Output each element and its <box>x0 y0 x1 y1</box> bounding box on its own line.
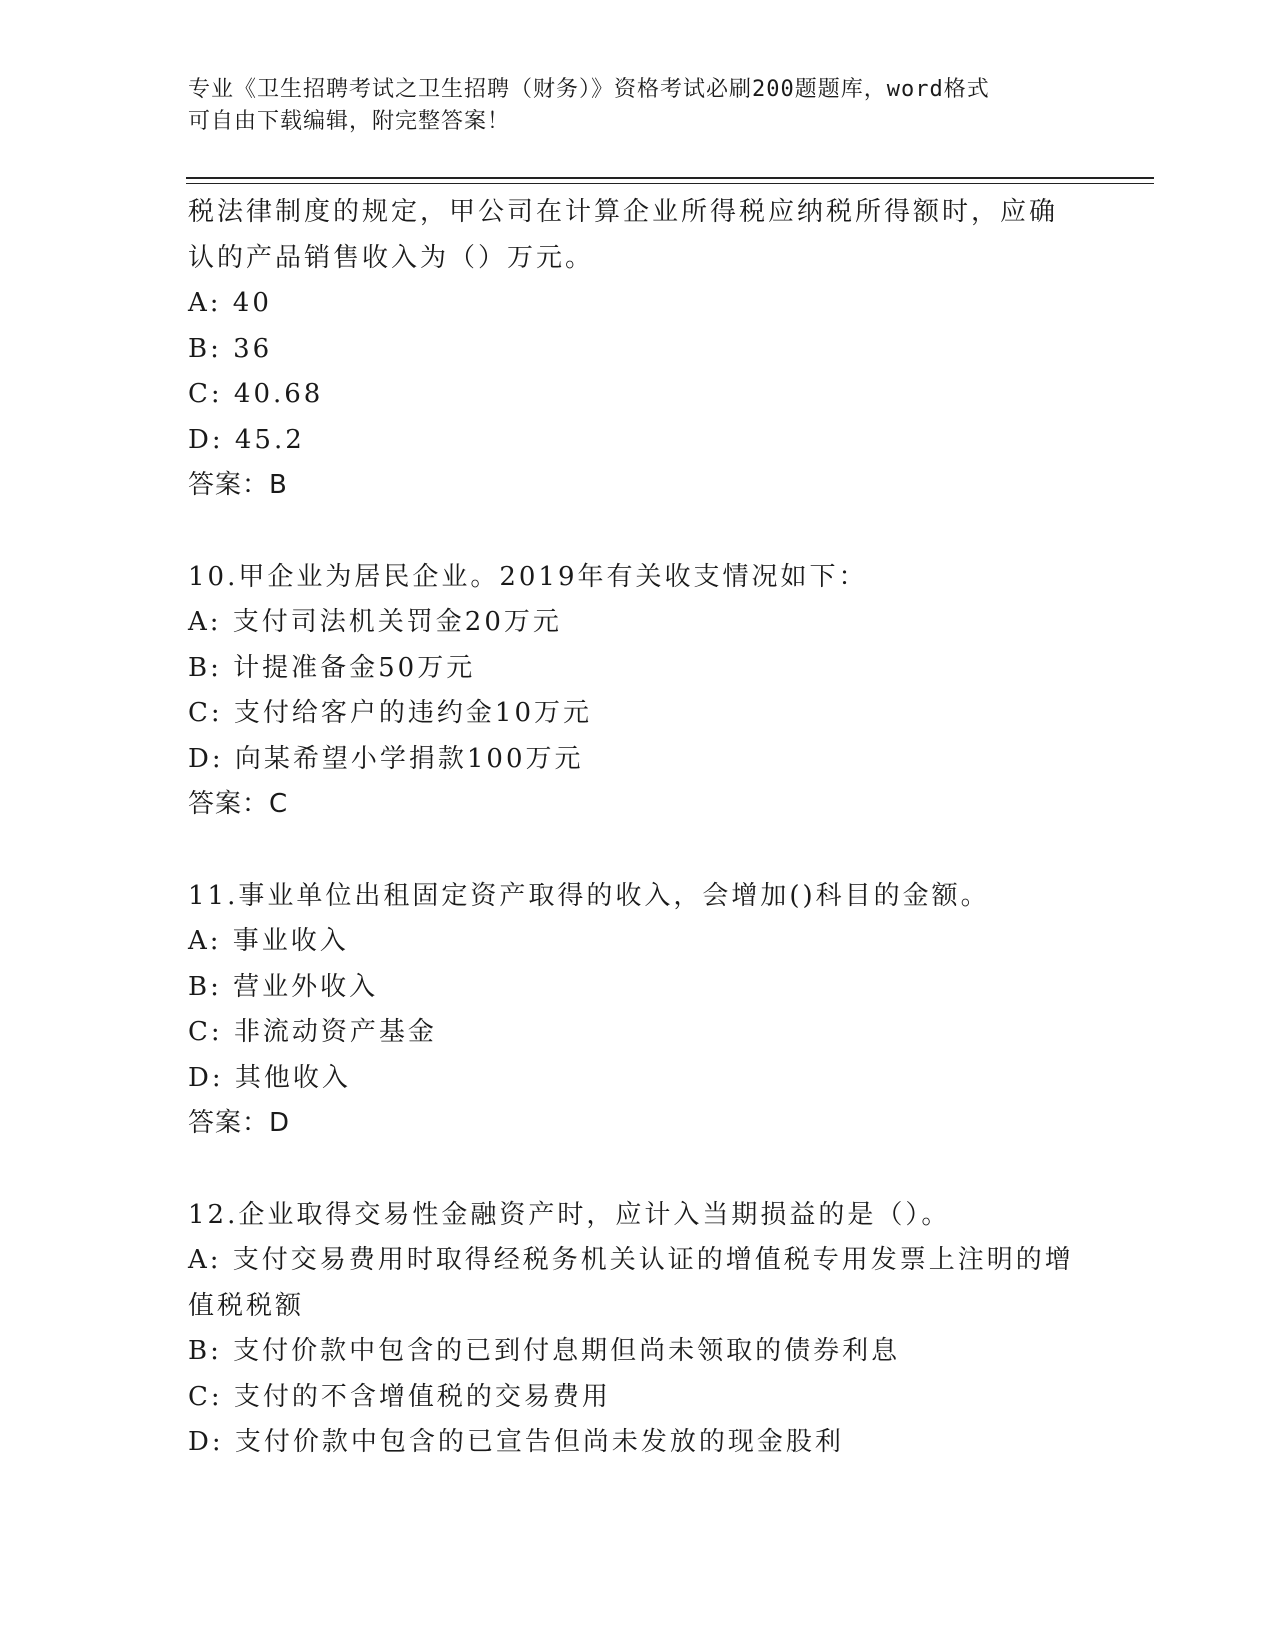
option-d: D: 向某希望小学捐款100万元 <box>188 743 584 774</box>
header-title-line-1: 专业《卫生招聘考试之卫生招聘（财务）》资格考试必刷200题题库，word格式 <box>188 77 990 102</box>
option-a: A: 支付交易费用时取得经税务机关认证的增值税专用发票上注明的增 <box>188 1245 1074 1275</box>
question-list <box>188 190 1108 1466</box>
answer-label: 答案：C <box>188 789 289 819</box>
question-stem: 12.企业取得交易性金融资产时，应计入当期损益的是（）。 <box>188 1199 951 1230</box>
question-11 <box>188 874 1108 1147</box>
question-stem-line: 税法律制度的规定，甲公司在计算企业所得税应纳税所得额时，应确 <box>188 197 1059 227</box>
option-b: B: 36 <box>188 333 273 364</box>
option-a: A: 支付司法机关罚金20万元 <box>188 607 562 637</box>
question-stem: 10.甲企业为居民企业。2019年有关收支情况如下： <box>188 561 868 592</box>
option-d: D: 支付价款中包含的已宣告但尚未发放的现金股利 <box>188 1427 844 1457</box>
header-title-line-2: 可自由下载编辑，附完整答案！ <box>188 109 511 134</box>
answer-label: 答案：B <box>188 470 288 500</box>
option-a: A: 事业收入 <box>188 926 349 956</box>
option-c: C: 支付的不含增值税的交易费用 <box>188 1381 611 1412</box>
option-b: B: 计提准备金50万元 <box>188 652 476 683</box>
option-b: B: 营业外收入 <box>188 971 379 1002</box>
question-9 <box>188 190 1108 509</box>
header-divider-thin <box>186 183 1154 184</box>
question-spacer <box>188 1147 1108 1193</box>
option-c: C: 40.68 <box>188 379 324 409</box>
option-c: C: 非流动资产基金 <box>188 1017 437 1047</box>
option-c: C: 支付给客户的违约金10万元 <box>188 698 593 728</box>
answer-label: 答案：D <box>188 1108 291 1138</box>
option-a-continued: 值税税额 <box>188 1290 305 1321</box>
question-10 <box>188 555 1108 828</box>
option-d: D: 其他收入 <box>188 1062 351 1093</box>
question-spacer <box>188 509 1108 555</box>
option-a: A: 40 <box>188 288 272 318</box>
document-header <box>188 74 1068 138</box>
question-12 <box>188 1193 1108 1466</box>
question-spacer <box>188 828 1108 874</box>
option-b: B: 支付价款中包含的已到付息期但尚未领取的债券利息 <box>188 1336 901 1366</box>
option-d: D: 45.2 <box>188 424 305 455</box>
header-divider-thick <box>186 177 1154 179</box>
question-stem-line: 认的产品销售收入为（）万元。 <box>188 242 595 273</box>
question-stem: 11.事业单位出租固定资产取得的收入，会增加()科目的金额。 <box>188 880 990 911</box>
